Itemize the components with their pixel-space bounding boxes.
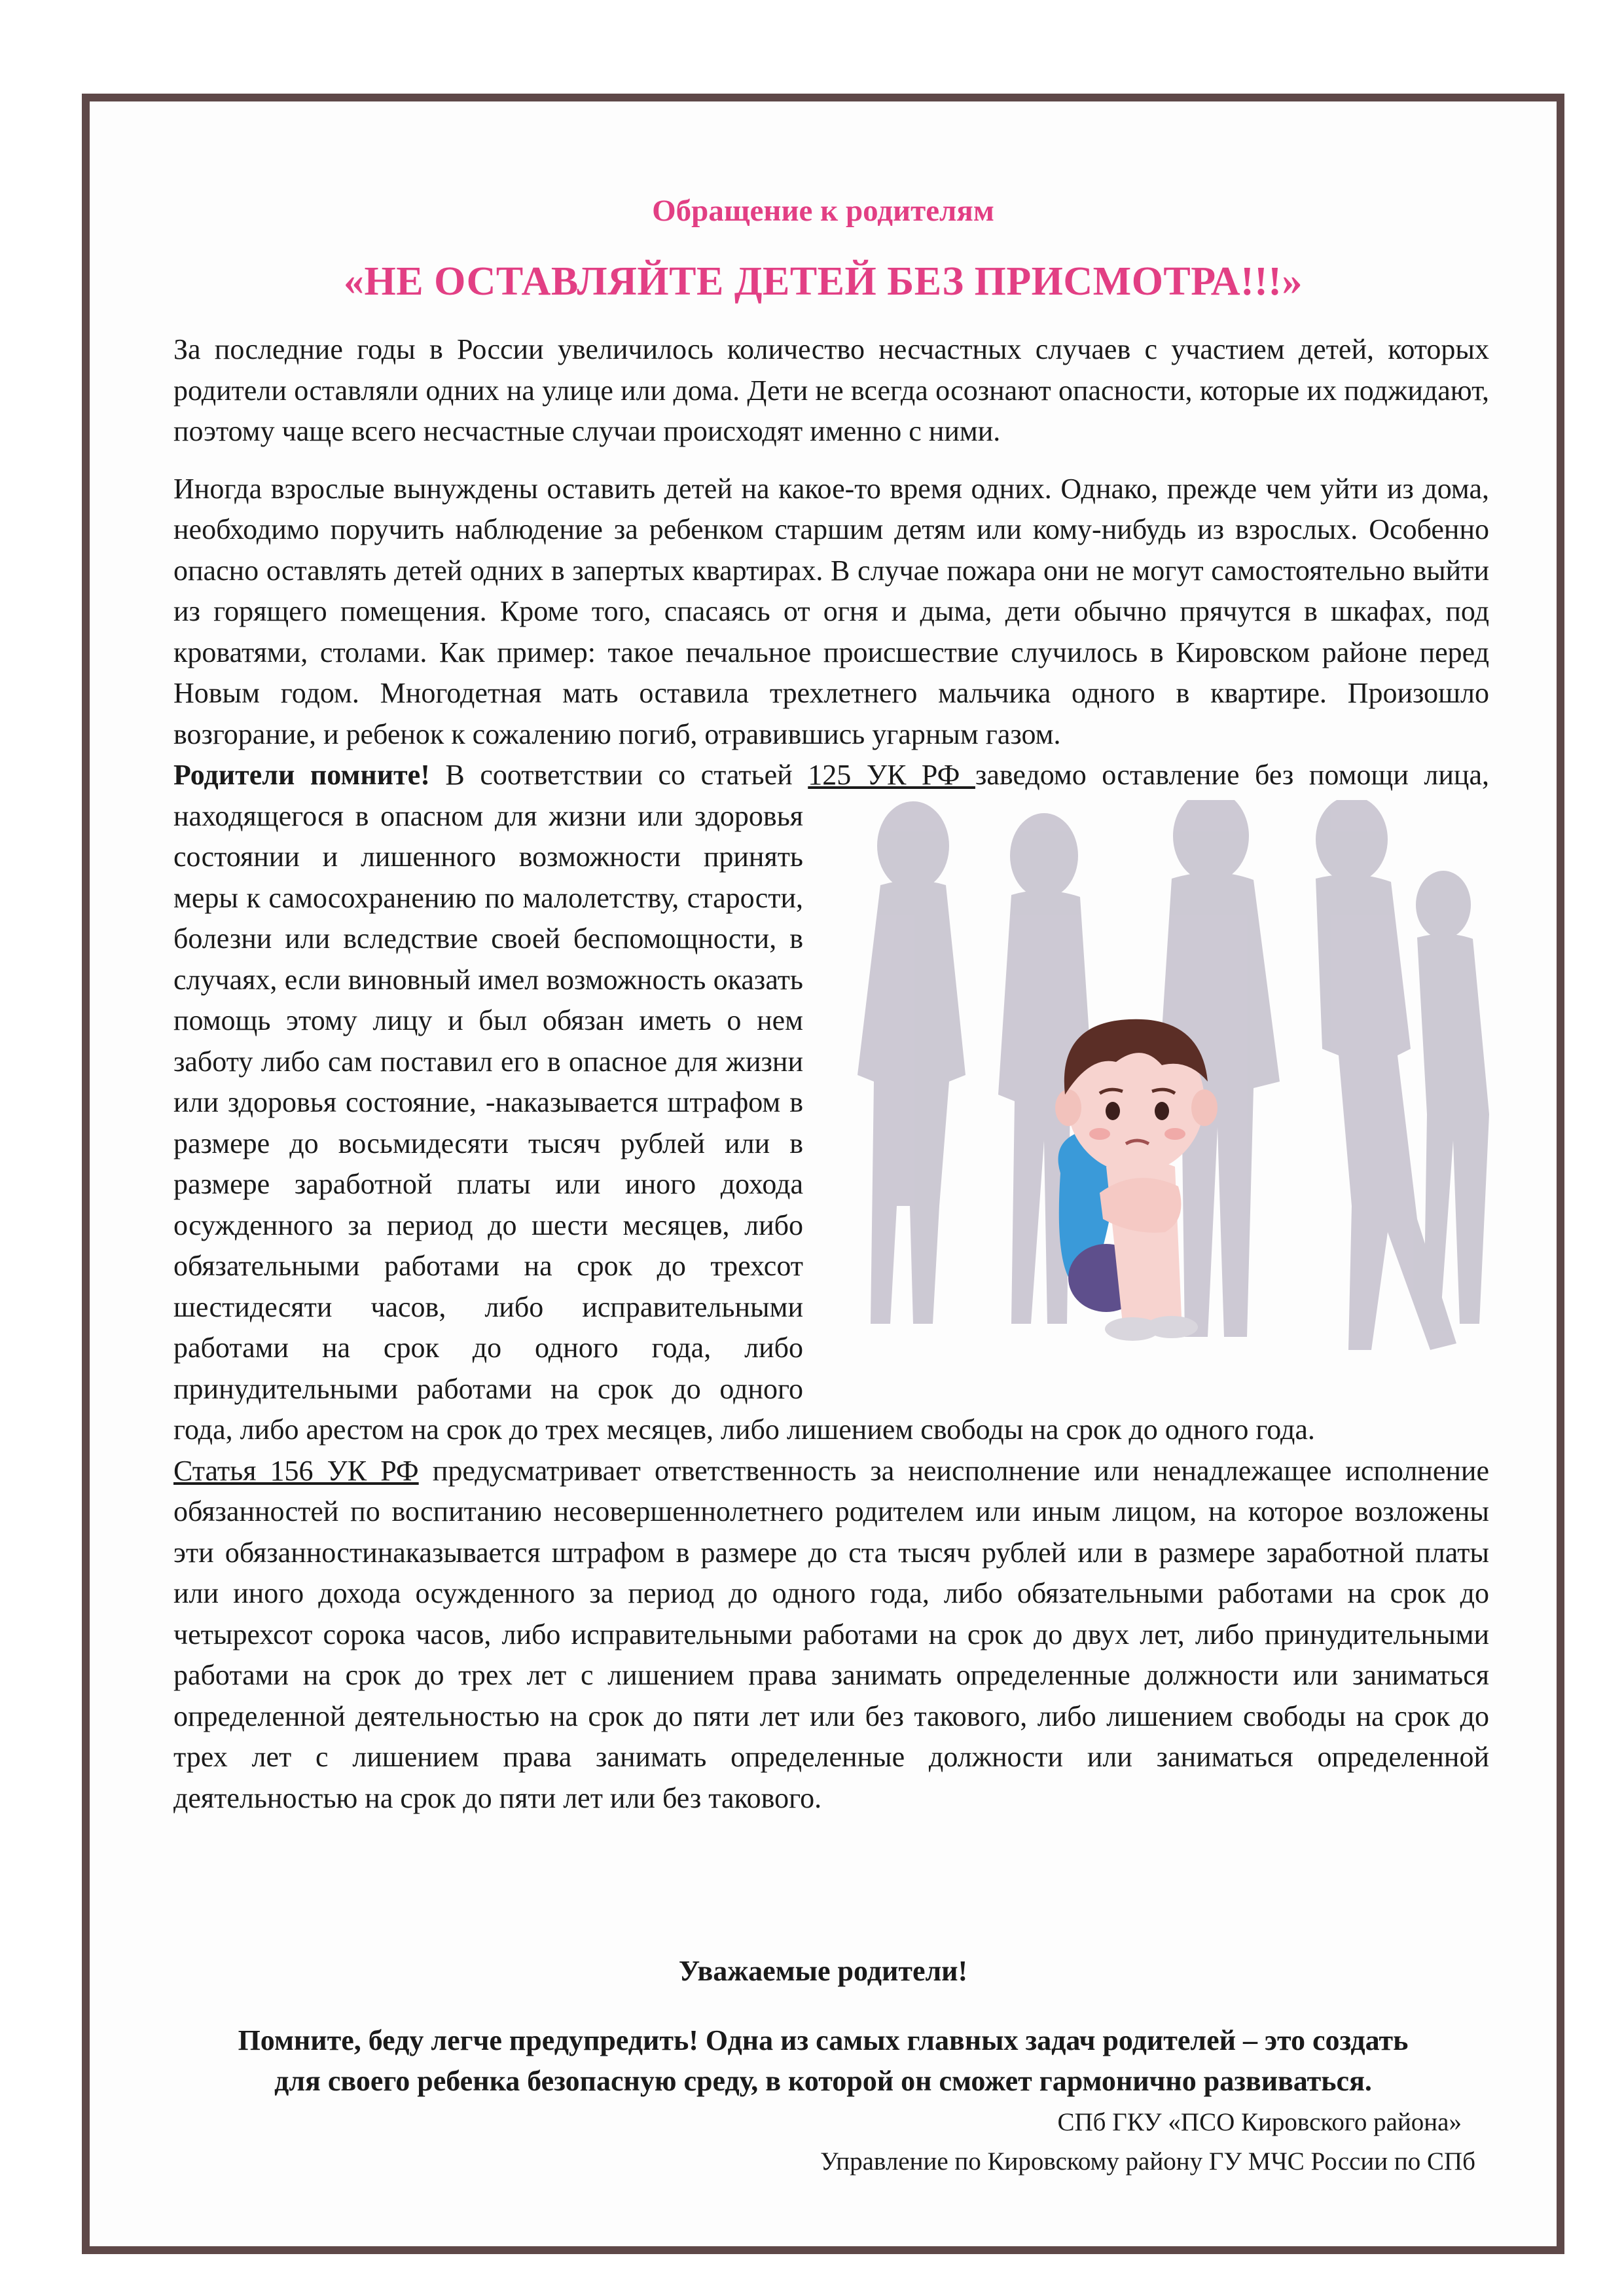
document-subtitle: Обращение к родителям xyxy=(652,194,994,228)
document-frame xyxy=(82,94,1564,2254)
signature-department: Управление по Кировскому району ГУ МЧС России по СПб xyxy=(820,2147,1475,2176)
article-125-text: заведомо оставление без помощи лица, находящегося в опасном для жизни или здоровья состоянии и лишенного возможности принять меры к самосохранению по малолетству, старости, болезни или вследствие своей беспомощности, в случаях, если виновный имел возможность оказать помощь этому лицу и был обязан иметь о нем заботу либо сам поставил его в опасное для жизни или здоровья состояние, -наказывается штрафом в размере до восьмидесяти тысяч рублей или в размере заработной платы или иного дохода осужденного за период до шести месяцев, либо обязательными работами на срок до трехсот шестидесяти часов, либо исправительными работами на срок до одного года, либо принудительными работами на срок до одного года, либо арестом на срок до трех месяцев, либо лишением свободы на срок до одного года. xyxy=(173,759,1490,1446)
signature-organization: СПб ГКУ «ПСО Кировского района» xyxy=(1057,2108,1462,2136)
sad-child-illustration xyxy=(835,800,1489,1373)
closing-appeal-line-1: Помните, беду легче предупредить! Одна из самых главных задач родителей – это создать xyxy=(238,2024,1409,2056)
paragraph-intro: За последние годы в России увеличилось количество несчастных случаев с участием детей, которых родители оставляли одних на улице или дома. Дети не всегда осознают опасности, которые их поджидают, поэтому чаще всего несчастные случаи происходят именно с ними. xyxy=(173,333,1489,447)
article-156-link[interactable]: Статья 156 УК РФ xyxy=(173,1454,419,1487)
closing-appeal-line-2: для своего ребенка безопасную среду, в которой он сможет гармонично развиваться. xyxy=(274,2065,1372,2097)
article-125-intro-text: В соответствии со статьей xyxy=(429,759,808,791)
document-title: «НЕ ОСТАВЛЯЙТЕ ДЕТЕЙ БЕЗ ПРИСМОТРА!!!» xyxy=(344,259,1303,304)
parents-remember-lead: Родители помните! xyxy=(173,759,430,791)
article-156-text: предусматривает ответственность за неисполнение или ненадлежащее исполнение обязанностей по воспитанию несовершеннолетнего родителем или иным лицом, на которое возложены эти обязанностинаказывается штрафом в размере до ста тысяч рублей или в размере заработной платы или иного дохода осужденного за период до одного года, либо обязательными работами на срок до четырехсот сорока часов, либо исправительными работами на срок до двух лет, либо принудительными работами на срок до трех лет с лишением права занимать определенные должности или заниматься определенной деятельностью на срок до пяти лет или без такового, либо лишением свободы на срок до трех лет с лишением права занимать определенные должности или заниматься определенной деятельностью на срок до пяти лет или без такового. xyxy=(173,1454,1490,1814)
document-body xyxy=(173,329,1489,1819)
closing-appeal xyxy=(90,2020,1557,2102)
paragraph-article-125 xyxy=(173,755,1489,1451)
paragraph-article-156 xyxy=(173,1451,1489,1819)
article-125-link[interactable]: 125 УК РФ xyxy=(808,759,975,791)
paragraph-example: Иногда взрослые вынуждены оставить детей на какое-то время одних. Однако, прежде чем уйти из дома, необходимо поручить наблюдение за ребенком старшим детям или кому-нибудь из взрослых. Особенно опасно оставлять детей одних в запертых квартирах. В случае пожара они не могут самостоятельно выйти из горящего помещения. Кроме того, спасаясь от огня и дыма, дети обычно прячутся в шкафах, под кроватями, столами. Как пример: такое печальное происшествие случилось в Кировском районе перед Новым годом. Многодетная мать оставила трехлетнего мальчика одного в квартире. Произошло возгорание, и ребенок к сожалению погиб, отравившись угарным газом. xyxy=(173,472,1489,750)
closing-greeting: Уважаемые родители! xyxy=(678,1955,968,1987)
